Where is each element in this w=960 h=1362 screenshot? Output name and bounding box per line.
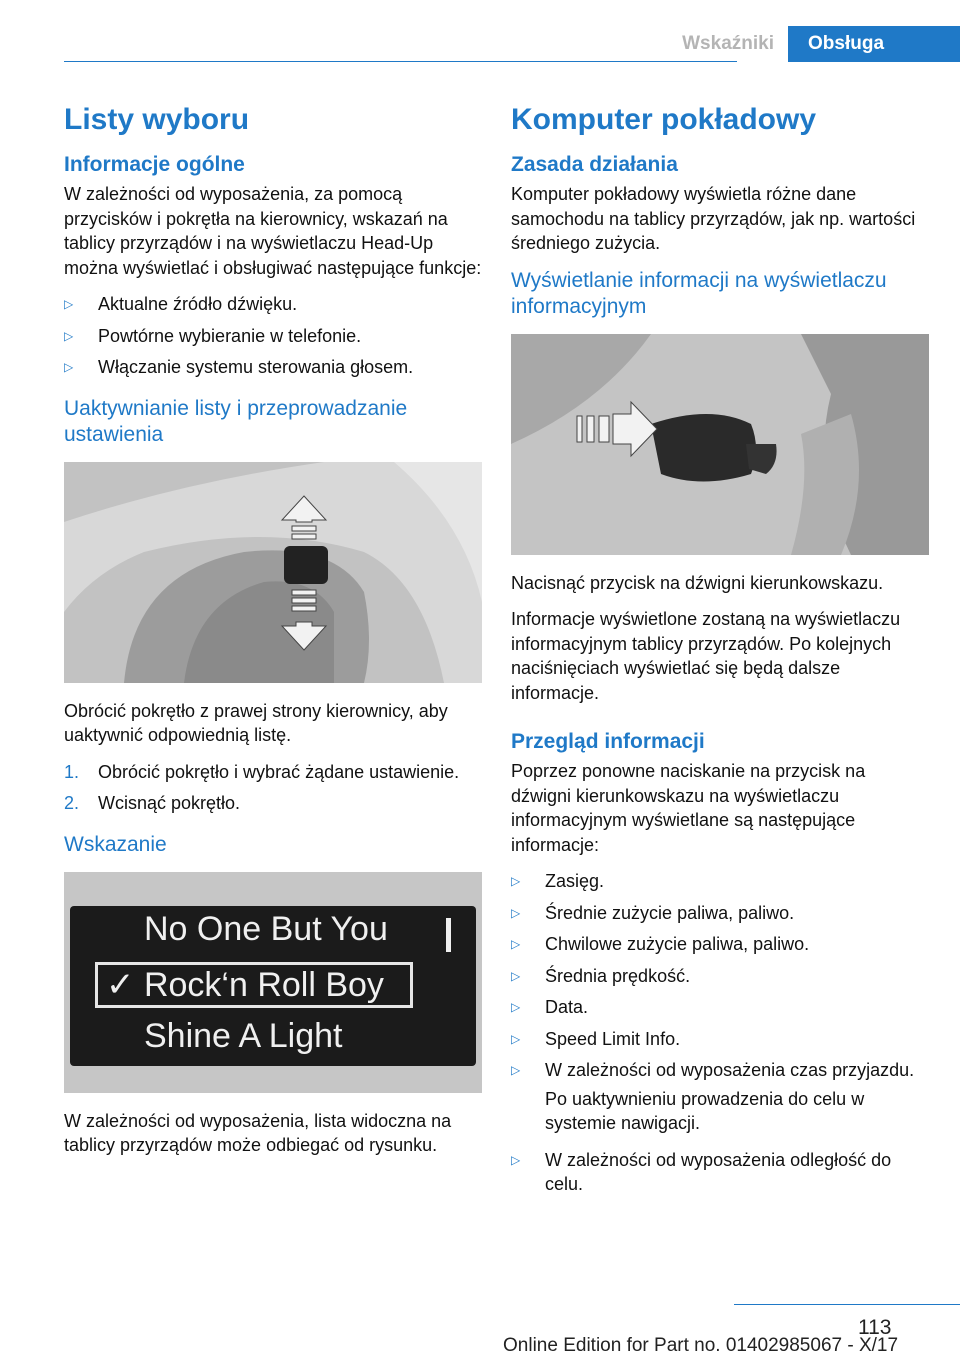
- list-item: ▷ W zależności od wyposażenia odległość do celu.: [511, 1148, 929, 1197]
- list-item: ▷ Powtórne wybieranie w telefonie.: [64, 324, 482, 349]
- right-column: [511, 100, 929, 1213]
- list-item: ▷ Aktualne źródło dźwięku.: [64, 292, 482, 317]
- tab-obsluga[interactable]: Obsługa: [788, 26, 960, 62]
- display-line-1: No One But You: [144, 909, 388, 948]
- triangle-bullet-icon: ▷: [511, 874, 521, 888]
- info-list: [511, 869, 929, 1197]
- paragraph-zasada: Komputer pokładowy wyświetla różne dane samochodu na tablicy przyrządów, jak np. wartości średniego zużycia.: [511, 184, 916, 253]
- paragraph-informacje: Informacje wyświetlone zostaną na wyświetlaczu informacyjnym tablicy przyrządów. Po kolejnych naciśnięciach wyświetlać się będą dalsze informacje.: [511, 609, 901, 703]
- left-column: [64, 100, 482, 1170]
- heading-wskazanie: Wskazanie: [64, 832, 167, 856]
- list-item: ▷ Data.: [511, 995, 929, 1020]
- heading-zasada-dzialania: Zasada działania: [511, 153, 678, 176]
- display-line-3: Shine A Light: [144, 1016, 343, 1055]
- list-item: ▷ Speed Limit Info.: [511, 1027, 929, 1052]
- triangle-bullet-icon: ▷: [64, 328, 74, 343]
- heading-przeglad: Przegląd informacji: [511, 730, 705, 753]
- edition-note: Online Edition for Part no. 01402985067 - X/17: [503, 1335, 899, 1356]
- paragraph-obrocic: Obrócić pokrętło z prawej strony kierownicy, aby uaktywnić odpowiednią listę.: [64, 700, 448, 745]
- list-item: ▷ Włączanie systemu sterowania głosem.: [64, 355, 482, 380]
- list-item: ▷ Średnie zużycie paliwa, paliwo.: [511, 901, 929, 926]
- lever-illustration: [511, 334, 929, 555]
- function-list: [64, 292, 482, 380]
- step-item: 1. Obrócić pokrętło i wybrać żądane ustawienie.: [64, 761, 460, 782]
- triangle-bullet-icon: ▷: [511, 1063, 521, 1077]
- section-title-listy: Listy wyboru: [64, 103, 250, 136]
- display-line-2: ✓ Rock‘n Roll Boy: [106, 965, 384, 1004]
- triangle-bullet-icon: ▷: [64, 360, 74, 374]
- list-item: ▷ Średnia prędkość.: [511, 964, 929, 989]
- triangle-bullet-icon: ▷: [64, 297, 74, 311]
- page-number: 113: [858, 1316, 892, 1339]
- header-tabs: [662, 26, 960, 62]
- paragraph-przeglad: Poprzez ponowne naciskanie na przycisk na dźwigni kierunkowskazu na wyświetlaczu informacyjnym wyświetlane są następujące informacje:: [511, 761, 866, 855]
- triangle-bullet-icon: ▷: [511, 1000, 521, 1014]
- paragraph-nacisnac: Nacisnąć przycisk na dźwigni kierunkowskazu.: [511, 572, 884, 593]
- header-rule: [64, 61, 737, 62]
- triangle-bullet-icon: ▷: [511, 968, 521, 983]
- steps-list: [64, 760, 482, 816]
- paragraph-wskazanie: W zależności od wyposażenia, lista widoczna na tablicy przyrządów może odbiegać od rysunku.: [64, 1110, 452, 1155]
- checkmark-icon: ✓: [106, 965, 135, 1004]
- steering-wheel-image: [64, 462, 482, 683]
- list-item: ▷ Zasięg.: [511, 869, 929, 894]
- heading-uaktywnianie: Uaktywnianie listy i przeprowadzanie ustawienia: [64, 396, 408, 446]
- triangle-bullet-icon: ▷: [511, 1152, 521, 1167]
- triangle-bullet-icon: ▷: [511, 905, 521, 920]
- subnote-nawigacja: Po uaktywnieniu prowadzenia do celu w systemie nawigacji.: [545, 1088, 865, 1133]
- tab-wskazniki[interactable]: Wskaźniki: [682, 33, 774, 54]
- scrollbar-indicator: [446, 918, 451, 952]
- step-item: 2. Wcisnąć pokrętło.: [64, 793, 241, 813]
- triangle-bullet-icon: ▷: [511, 937, 521, 951]
- list-item: ▷ W zależności od wyposażenia czas przyjazdu.: [511, 1058, 929, 1083]
- turn-signal-lever-image: [511, 334, 929, 555]
- footer-rule: [734, 1304, 960, 1305]
- paragraph-intro: W zależności od wyposażenia, za pomocą przycisków i pokrętła na kierownicy, wskazań na tablicy przyrządów i na wyświetlaczu Head-Up można wyświetlać i obsługiwać następujące funkcje:: [64, 184, 482, 278]
- heading-wyswietlanie: Wyświetlanie informacji na wyświetlaczu informacyjnym: [511, 268, 887, 318]
- triangle-bullet-icon: ▷: [511, 1031, 521, 1046]
- steering-wheel-illustration: [64, 462, 482, 683]
- heading-informacje-ogolne: Informacje ogólne: [64, 153, 245, 176]
- display-list-image: [64, 872, 482, 1093]
- list-item: ▷ Chwilowe zużycie paliwa, paliwo.: [511, 932, 929, 957]
- section-title-komputer: Komputer pokładowy: [511, 103, 817, 136]
